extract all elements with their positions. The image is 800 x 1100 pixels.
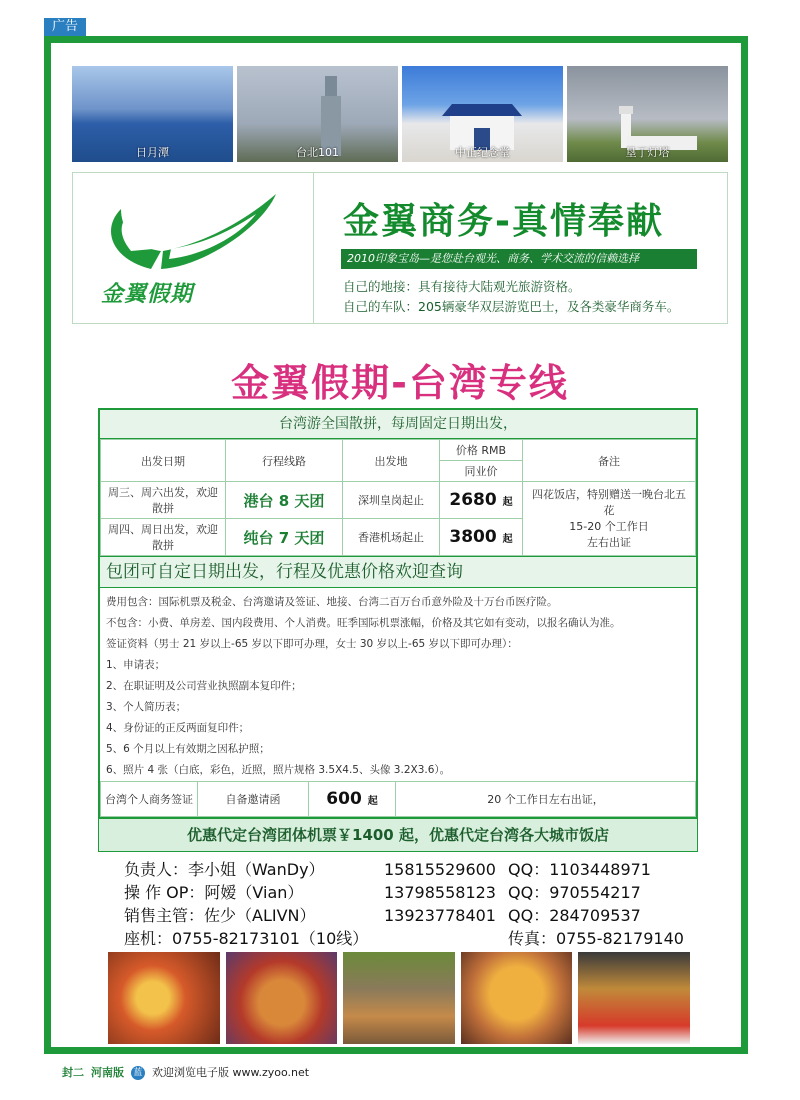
notes xyxy=(100,588,696,781)
food-photo-strip xyxy=(108,952,690,1044)
note-line: 不包含：小费、单房差、国内段费用、个人消费。旺季国际机票涨幅，价格及其它如有变动，以报名确认为准。 xyxy=(106,617,621,629)
remark-line: 花 xyxy=(603,503,615,517)
divider xyxy=(313,173,314,323)
brand-line-ground: 自己的地接：具有接待大陆观光旅游资格。 xyxy=(343,279,581,294)
photo-caption: 垦丁灯塔 xyxy=(625,146,670,159)
contacts xyxy=(124,858,684,950)
edition-badge-icon: 蓝 xyxy=(131,1066,145,1080)
photo-street-food xyxy=(578,952,690,1044)
photo-kenting-lighthouse xyxy=(567,66,728,162)
contact-row xyxy=(124,881,684,904)
price-unit: 起 xyxy=(367,796,378,807)
table-row xyxy=(101,482,696,519)
remark-line: 15-20 个工作日 xyxy=(569,519,649,533)
footer-page: 封二 xyxy=(62,1066,84,1079)
table-row xyxy=(101,782,696,817)
contact-row xyxy=(124,927,684,950)
note-line: 3、个人简历表； xyxy=(106,701,187,713)
price-unit: 起 xyxy=(502,497,513,508)
header-place: 出发地 xyxy=(343,440,440,482)
brand-slogan: 金翼商务-真情奉献 xyxy=(343,201,664,242)
photo-sun-moon-lake xyxy=(72,66,233,162)
remark-line: 左右出证 xyxy=(587,535,631,549)
visa-requirement: 自备邀请函 xyxy=(198,782,309,817)
row-date: 周三、周六出发，欢迎散拼 xyxy=(101,482,226,519)
price-unit: 起 xyxy=(502,534,513,545)
price-value: 3800 xyxy=(449,527,497,547)
ad-tag: 广告 xyxy=(44,18,86,36)
sub-slogan-banner: 2010印象宝岛—是您赴台观光、商务、学术交流的信赖选择 xyxy=(341,249,697,269)
row-route: 港台 8 天团 xyxy=(226,482,343,519)
note-line: 5、6 个月以上有效期之因私护照； xyxy=(106,743,270,755)
logo xyxy=(91,189,291,314)
footer-edition: 河南版 xyxy=(91,1066,124,1079)
visa-type: 台湾个人商务签证 xyxy=(101,782,198,817)
photo-fruit xyxy=(108,952,220,1044)
contact-role: 销售主管：佐少（ALIVN） xyxy=(124,906,316,925)
visa-table xyxy=(100,781,696,817)
main-title: 金翼假期-台湾专线 xyxy=(231,361,569,405)
table-border xyxy=(98,408,698,819)
visa-remark: 20 个工作日左右出证， xyxy=(396,782,696,817)
brand-line-fleet: 自己的车队：205辆豪华双层游览巴士，及各类豪华商务车。 xyxy=(343,299,680,314)
photo-caption: 日月潭 xyxy=(136,146,169,159)
contact-qq: QQ：970554217 xyxy=(508,883,641,902)
tour-table xyxy=(98,408,698,852)
photo-cks-memorial xyxy=(402,66,563,162)
row-route: 纯台 7 天团 xyxy=(226,519,343,556)
photo-pastry xyxy=(461,952,573,1044)
row-price xyxy=(440,482,523,519)
remark-line: 四花饭店，特别赠送一晚台北五 xyxy=(532,487,686,501)
header-price: 价格 RMB xyxy=(440,440,523,461)
row-remark xyxy=(523,482,696,556)
top-photo-strip xyxy=(72,66,728,162)
footer xyxy=(62,1064,309,1080)
price-table xyxy=(100,439,696,556)
header-remark: 备注 xyxy=(523,440,696,482)
note-line: 6、照片 4 张（白底，彩色，近照，照片规格 3.5X4.5、头像 3.2X3.6）。 xyxy=(106,764,451,776)
note-line: 2、在职证明及公司营业执照副本复印件； xyxy=(106,680,302,692)
offer-banner: 优惠代定台湾团体机票￥1400 起，优惠代定台湾各大城市饭店 xyxy=(98,819,698,852)
row-price xyxy=(440,519,523,556)
custom-tour-banner: 包团可自定日期出发，行程及优惠价格欢迎查询 xyxy=(100,556,696,588)
row-place: 香港机场起止 xyxy=(343,519,440,556)
contact-row xyxy=(124,858,684,881)
row-date: 周四、周日出发，欢迎散拼 xyxy=(101,519,226,556)
contact-phone: 15815529600 xyxy=(384,860,496,879)
photo-cake xyxy=(343,952,455,1044)
price-value: 600 xyxy=(326,789,362,809)
contact-role: 负责人：李小姐（WanDy） xyxy=(124,860,325,879)
visa-price xyxy=(309,782,396,817)
contact-fax: 传真：0755-82179140 xyxy=(508,929,684,948)
contact-qq: QQ：284709537 xyxy=(508,906,641,925)
row-place: 深圳皇岗起止 xyxy=(343,482,440,519)
note-line: 1、申请表； xyxy=(106,659,166,671)
photo-taipei-101 xyxy=(237,66,398,162)
header-date: 出发日期 xyxy=(101,440,226,482)
logo-text: 金翼假期 xyxy=(101,282,194,307)
photo-soup xyxy=(226,952,338,1044)
contact-qq: QQ：1103448971 xyxy=(508,860,651,879)
contact-landline: 座机：0755-82173101（10线） xyxy=(124,929,369,948)
photo-caption: 中正纪念堂 xyxy=(455,146,510,159)
photo-caption: 台北101 xyxy=(296,146,339,159)
header-price-sub: 同业价 xyxy=(440,461,523,482)
contact-phone: 13798558123 xyxy=(384,883,496,902)
contact-role: 操 作 OP：阿嫒（Vian） xyxy=(124,883,304,902)
footer-text: 欢迎浏览电子版 www.zyoo.net xyxy=(152,1066,310,1079)
price-value: 2680 xyxy=(449,490,497,510)
table-header-row xyxy=(101,440,696,461)
header-route: 行程线路 xyxy=(226,440,343,482)
contact-phone: 13923778401 xyxy=(384,906,496,925)
table-strip: 台湾游全国散拼，每周固定日期出发， xyxy=(100,410,696,439)
wing-logo-icon xyxy=(91,189,291,279)
note-line: 签证资料（男士 21 岁以上-65 岁以下即可办理，女士 30 岁以上-65 岁以下即可办理）： xyxy=(106,638,518,650)
brand-box xyxy=(72,172,728,324)
note-line: 费用包含：国际机票及税金、台湾邀请及签证、地接、台湾二百万台币意外险及十万台币医疗险。 xyxy=(106,596,558,608)
note-line: 4、身份证的正反两面复印件； xyxy=(106,722,250,734)
contact-row xyxy=(124,904,684,927)
